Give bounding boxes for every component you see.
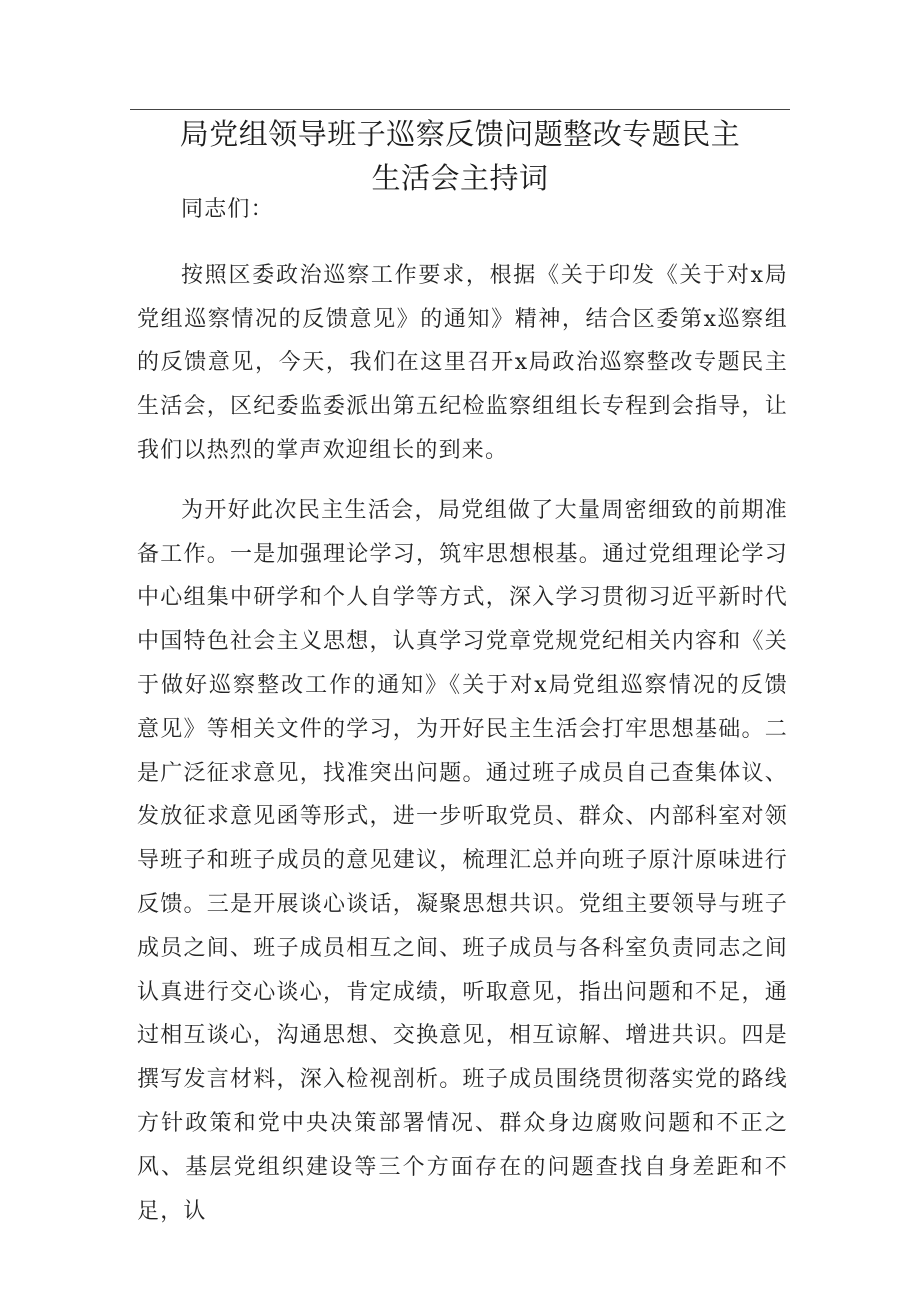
title-line-2: 生活会主持词 xyxy=(371,161,549,195)
title-line-1: 局党组领导班子巡察反馈问题整改专题民主 xyxy=(179,117,741,151)
document-body xyxy=(137,188,788,1249)
document-title xyxy=(130,112,790,200)
header-rule xyxy=(130,109,790,110)
paragraph-2: 为开好此次民主生活会，局党组做了大量周密细致的前期准备工作。一是加强理论学习，筑牢思想根基。通过党组理论学习中心组集中研学和个人自学等方式，深入学习贯彻习近平新时代中国特色社会主义思想，认真学习党章党规党纪相关内容和《关于做好巡察整改工作的通知》《关于对x局党组巡察情况的反馈意见》等相关文件的学习，为开好民主生活会打牢思想基础。二是广泛征求意见，找准突出问题。通过班子成员自己查集体议、发放征求意见函等形式，进一步听取党员、群众、内部科室对领导班子和班子成员的意见建议，梳理汇总并向班子原汁原味进行反馈。三是开展谈心谈话，凝聚思想共识。党组主要领导与班子成员之间、班子成员相互之间、班子成员与各科室负责同志之间认真进行交心谈心，肯定成绩，听取意见，指出问题和不足，通过相互谈心，沟通思想、交换意见，相互谅解、增进共识。四是撰写发言材料，深入检视剖析。班子成员围绕贯彻落实党的路线方针政策和党中央决策部署情况、群众身边腐败问题和不正之风、基层党组织建设等三个方面存在的问题查找自身差距和不足，认 xyxy=(137,497,788,1224)
salutation: 同志们： xyxy=(181,197,274,222)
paragraph-1: 按照区委政治巡察工作要求，根据《关于印发《关于对x局党组巡察情况的反馈意见》的通知》精神，结合区委第x巡察组的反馈意见，今天，我们在这里召开x局政治巡察整改专题民主生活会，区纪委监委派出第五纪检监察组组长专程到会指导，让我们以热烈的掌声欢迎组长的到来。 xyxy=(137,262,788,463)
